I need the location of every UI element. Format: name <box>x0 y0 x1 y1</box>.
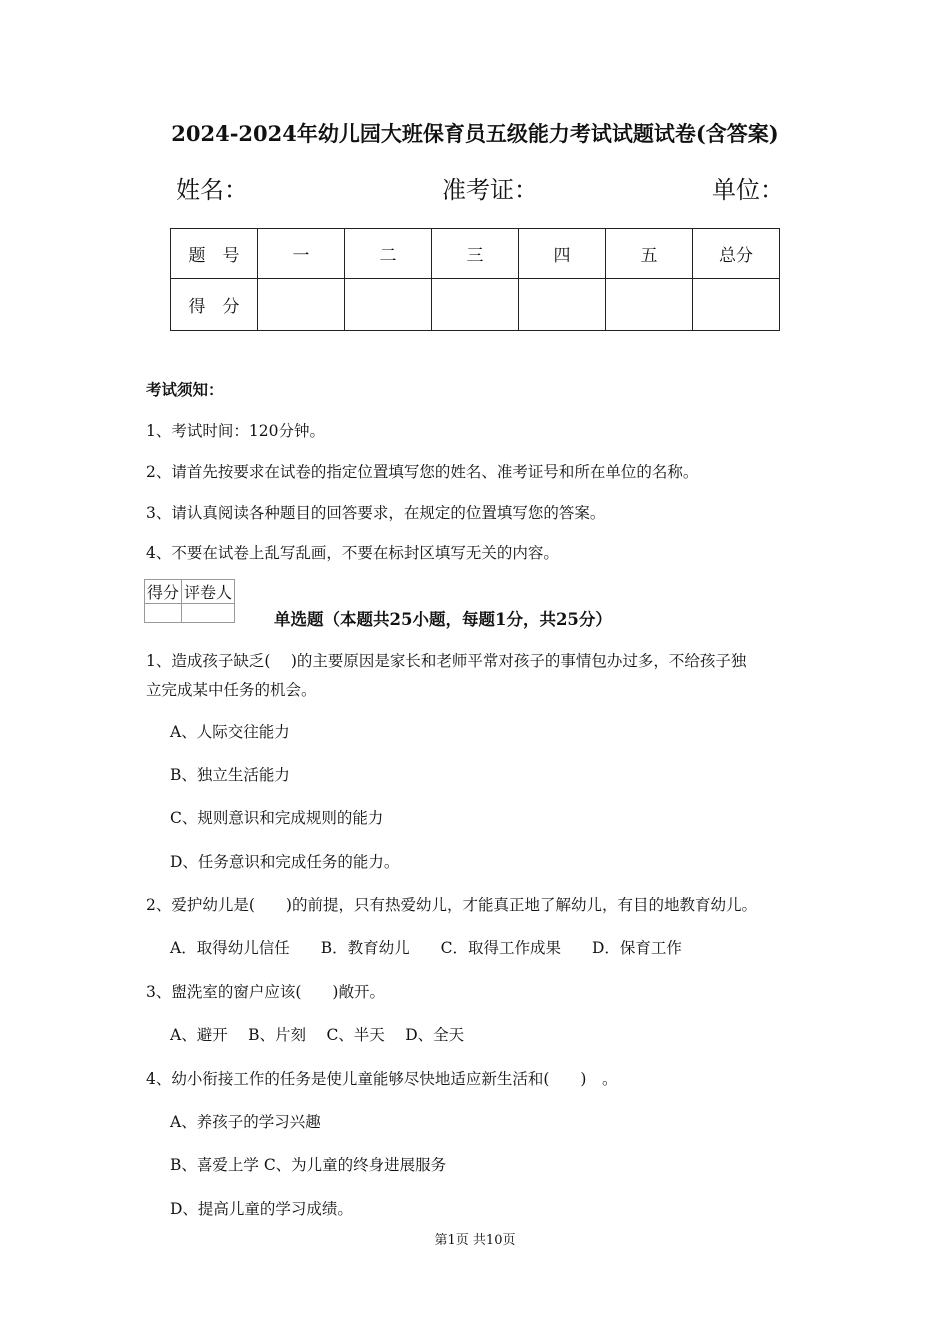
grader-box-score-label: 得分 <box>145 580 182 604</box>
document-title: 2024-2024年幼儿园大班保育员五级能力考试试题试卷(含答案) <box>171 121 779 146</box>
score-row-label: 得 分 <box>171 279 258 331</box>
answer-option: B、喜爱上学 C、为儿童的终身进展服务 <box>170 1156 447 1174</box>
notice-item: 2、请首先按要求在试卷的指定位置填写您的姓名、准考证号和所在单位的名称。 <box>146 463 699 481</box>
exam-id-field-label: 准考证： <box>442 176 538 204</box>
notice-item: 4、不要在试卷上乱写乱画，不要在标封区填写无关的内容。 <box>146 544 559 562</box>
score-table-header-cell: 二 <box>345 229 432 279</box>
score-table-header-row <box>171 229 780 279</box>
question-text: 立完成某中任务的机会。 <box>146 681 317 699</box>
answer-option: A．取得幼儿信任 B．教育幼儿 C．取得工作成果 D．保育工作 <box>170 939 682 957</box>
question-text: 2、爱护幼儿是( )的前提，只有热爱幼儿，才能真正地了解幼儿，有目的地教育幼儿。 <box>146 896 757 914</box>
score-table <box>170 228 780 331</box>
answer-option: A、养孩子的学习兴趣 <box>170 1113 321 1131</box>
answer-option: B、独立生活能力 <box>170 766 290 784</box>
grader-box <box>144 579 235 623</box>
grader-box-score-cell[interactable] <box>145 604 182 623</box>
score-table-score-row <box>171 279 780 331</box>
answer-option: C、规则意识和完成规则的能力 <box>170 809 384 827</box>
notice-item: 1、考试时间：120分钟。 <box>146 422 325 440</box>
question-text: 3、盥洗室的窗户应该( )敞开。 <box>146 983 385 1001</box>
score-cell[interactable] <box>693 279 780 331</box>
score-table-header-cell: 四 <box>519 229 606 279</box>
answer-option: D、任务意识和完成任务的能力。 <box>170 853 400 871</box>
notice-heading: 考试须知： <box>146 380 224 399</box>
question-text: 4、幼小衔接工作的任务是使儿童能够尽快地适应新生活和( ) 。 <box>146 1070 618 1088</box>
score-cell[interactable] <box>519 279 606 331</box>
question-text: 1、造成孩子缺乏( )的主要原因是家长和老师平常对孩子的事情包办过多，不给孩子独 <box>146 652 747 670</box>
grader-box-grader-cell[interactable] <box>182 604 235 623</box>
answer-option: A、人际交往能力 <box>170 723 290 741</box>
score-table-header-cell: 题 号 <box>171 229 258 279</box>
score-cell[interactable] <box>432 279 519 331</box>
score-cell[interactable] <box>345 279 432 331</box>
score-cell[interactable] <box>258 279 345 331</box>
section-title: 单选题（本题共25小题，每题1分，共25分） <box>274 610 612 629</box>
unit-field-label: 单位： <box>712 176 784 204</box>
score-table-header-cell: 五 <box>606 229 693 279</box>
score-table-header-cell: 一 <box>258 229 345 279</box>
grader-box-grader-label: 评卷人 <box>182 580 235 604</box>
page-footer: 第1页 共10页 <box>434 1233 516 1248</box>
answer-option: D、提高儿童的学习成绩。 <box>170 1200 353 1218</box>
notice-item: 3、请认真阅读各种题目的回答要求，在规定的位置填写您的答案。 <box>146 504 606 522</box>
score-table-header-cell: 三 <box>432 229 519 279</box>
score-table-header-cell: 总分 <box>693 229 780 279</box>
score-cell[interactable] <box>606 279 693 331</box>
name-field-label: 姓名： <box>176 176 248 204</box>
answer-option: A、避开 B、片刻 C、半天 D、全天 <box>170 1026 465 1044</box>
